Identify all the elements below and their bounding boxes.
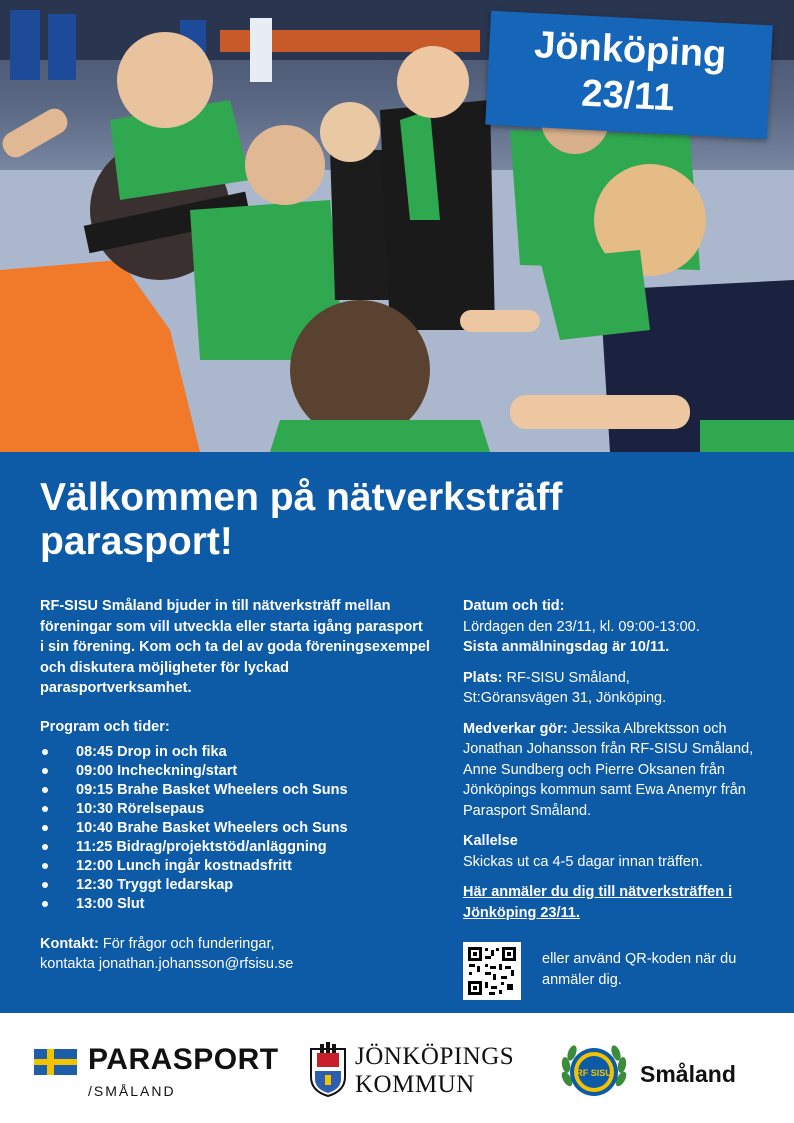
program-item	[40, 743, 430, 762]
signup-link[interactable]: Här anmäler du dig till nätverksträffen i Jönköping 23/11.	[463, 884, 733, 921]
program-item-text: 08:45 Drop in och fika	[76, 743, 227, 760]
bullet-icon	[42, 768, 48, 774]
program-item	[40, 781, 430, 800]
bullet-icon	[42, 901, 48, 907]
program-item	[40, 800, 430, 819]
call-label: Kallelse	[463, 833, 518, 849]
bullet-icon	[42, 787, 48, 793]
signup-block	[463, 882, 773, 923]
right-column	[463, 596, 773, 933]
sisu-ring-text: RF SISU	[576, 1068, 612, 1078]
contact-block	[40, 934, 430, 974]
date-label: Datum och tid:	[463, 598, 565, 614]
date-block	[463, 596, 773, 658]
bullet-icon	[42, 825, 48, 831]
bullet-icon	[42, 882, 48, 888]
program-item-text: 12:00 Lunch ingår kostnadsfritt	[76, 857, 292, 874]
call-block	[463, 831, 773, 872]
program-item-text: 10:40 Brahe Basket Wheelers och Suns	[76, 819, 348, 836]
parasport-logo-text: PARASPORT	[88, 1043, 279, 1076]
program-list	[40, 743, 430, 914]
bullet-icon	[42, 806, 48, 812]
smaland-logo-text: Småland	[640, 1061, 736, 1087]
rf-sisu-logo-icon	[558, 1039, 630, 1105]
jonkoping-crest-icon	[309, 1041, 347, 1097]
participants-value: Jessika Albrektsson och Jonathan Johansson från RF-SISU Småland, Anne Sundberg och Pierre Oksanen från Jönköpings kommun samt Ewa Anemyr från Parasport Småland.	[463, 720, 754, 819]
qr-code-icon	[463, 942, 521, 1000]
place-block	[463, 668, 773, 709]
bullet-icon	[42, 844, 48, 850]
program-item	[40, 838, 430, 857]
program-item-text: 13:00 Slut	[76, 895, 145, 912]
badge-city: Jönköping	[533, 24, 728, 77]
qr-code[interactable]	[463, 942, 521, 1000]
place-label: Plats:	[463, 669, 503, 686]
intro-text: RF-SISU Småland bjuder in till nätverksträff mellan föreningar som vill utveckla eller starta igång parasport i sin förening. Kom och ta del av goda föreningsexempel och diskutera möjligheter för lyckad parasportverksamhet.	[40, 598, 430, 696]
program-item-text: 09:00 Incheckning/start	[76, 762, 238, 779]
program-item	[40, 819, 430, 838]
contact-label: Kontakt:	[40, 935, 99, 952]
footer-logos	[0, 1013, 794, 1123]
date-value: Lördagen den 23/11, kl. 09:00-13:00.	[463, 618, 700, 635]
call-value: Skickas ut ca 4-5 dagar innan träffen.	[463, 853, 703, 870]
program-item-text: 09:15 Brahe Basket Wheelers och Suns	[76, 781, 348, 798]
program-item	[40, 857, 430, 876]
program-title: Program och tider:	[40, 718, 170, 735]
place-address: St:Göransvägen 31, Jönköping.	[463, 690, 667, 706]
bullet-icon	[42, 749, 48, 755]
qr-text: eller använd QR-koden när du anmäler dig.	[542, 951, 737, 988]
program-item	[40, 876, 430, 895]
headline: Välkommen på nätverksträff parasport!	[40, 476, 563, 563]
program-item-text: 12:30 Tryggt ledarskap	[76, 876, 234, 893]
program-item-text: 10:30 Rörelsepaus	[76, 800, 205, 817]
left-column	[40, 596, 430, 974]
parasport-logo-sub: /SMÅLAND	[88, 1083, 176, 1099]
program-item-text: 11:25 Bidrag/projektstöd/anläggning	[76, 838, 327, 855]
jonkoping-logo-line1: JÖNKÖPINGS	[355, 1043, 515, 1070]
deadline-text: Sista anmälningsdag är 10/11.	[463, 639, 670, 655]
jonkoping-logo-line2: KOMMUN	[355, 1071, 475, 1098]
date-badge	[485, 11, 773, 140]
program-item	[40, 895, 430, 914]
place-value: RF-SISU Småland,	[506, 669, 630, 686]
swedish-flag-icon	[34, 1049, 77, 1075]
participants-block	[463, 719, 773, 822]
contact-text: För frågor och funderingar,	[102, 935, 275, 952]
program-item	[40, 762, 430, 781]
bullet-icon	[42, 863, 48, 869]
badge-date: 23/11	[580, 72, 676, 120]
info-panel	[0, 452, 794, 1013]
participants-label: Medverkar gör:	[463, 720, 568, 737]
contact-email[interactable]: kontakta jonathan.johansson@rfsisu.se	[40, 955, 294, 972]
